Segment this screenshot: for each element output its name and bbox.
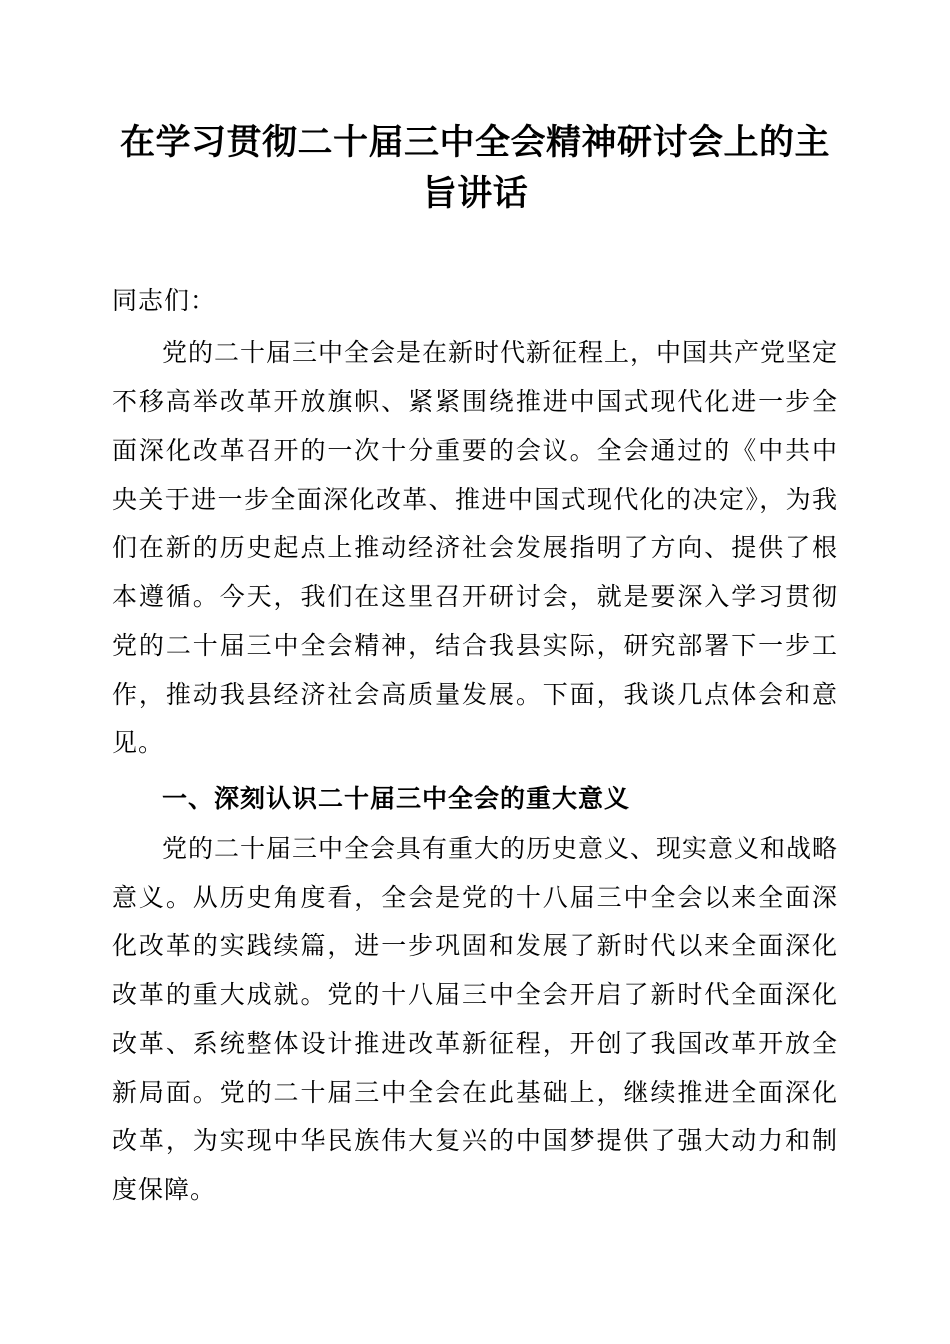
intro-paragraph: 党的二十届三中全会是在新时代新征程上，中国共产党坚定不移高举改革开放旗帜、紧紧围绕推进中国式现代化进一步全面深化改革召开的一次十分重要的会议。全会通过的《中共中央关于进一步全面深化改革、推进中国式现代化的决定》，为我们在新的历史起点上推动经济社会发展指明了方向、提供了根本遵循。今天，我们在这里召开研讨会，就是要深入学习贯彻党的二十届三中全会精神，结合我县实际，研究部署下一步工作，推动我县经济社会高质量发展。下面，我谈几点体会和意见。 bbox=[112, 340, 839, 758]
section-1-paragraph-1: 党的二十届三中全会具有重大的历史意义、现实意义和战略意义。从历史角度看，全会是党的十八届三中全会以来全面深化改革的实践续篇，进一步巩固和发展了新时代以来全面深化改革的重大成就。党的十八届三中全会开启了新时代全面深化改革、系统整体设计推进改革新征程，开创了我国改革开放全新局面。党的二十届三中全会在此基础上，继续推进全面深化改革，为实现中华民族伟大复兴的中国梦提供了强大动力和制度保障。 bbox=[112, 835, 839, 1204]
section-heading-1: 一、深刻认识二十届三中全会的重大意义 bbox=[162, 785, 631, 813]
page-title: 在学习贯彻二十届三中全会精神研讨会上的主旨讲话 bbox=[119, 123, 830, 213]
salutation: 同志们： bbox=[112, 287, 217, 315]
